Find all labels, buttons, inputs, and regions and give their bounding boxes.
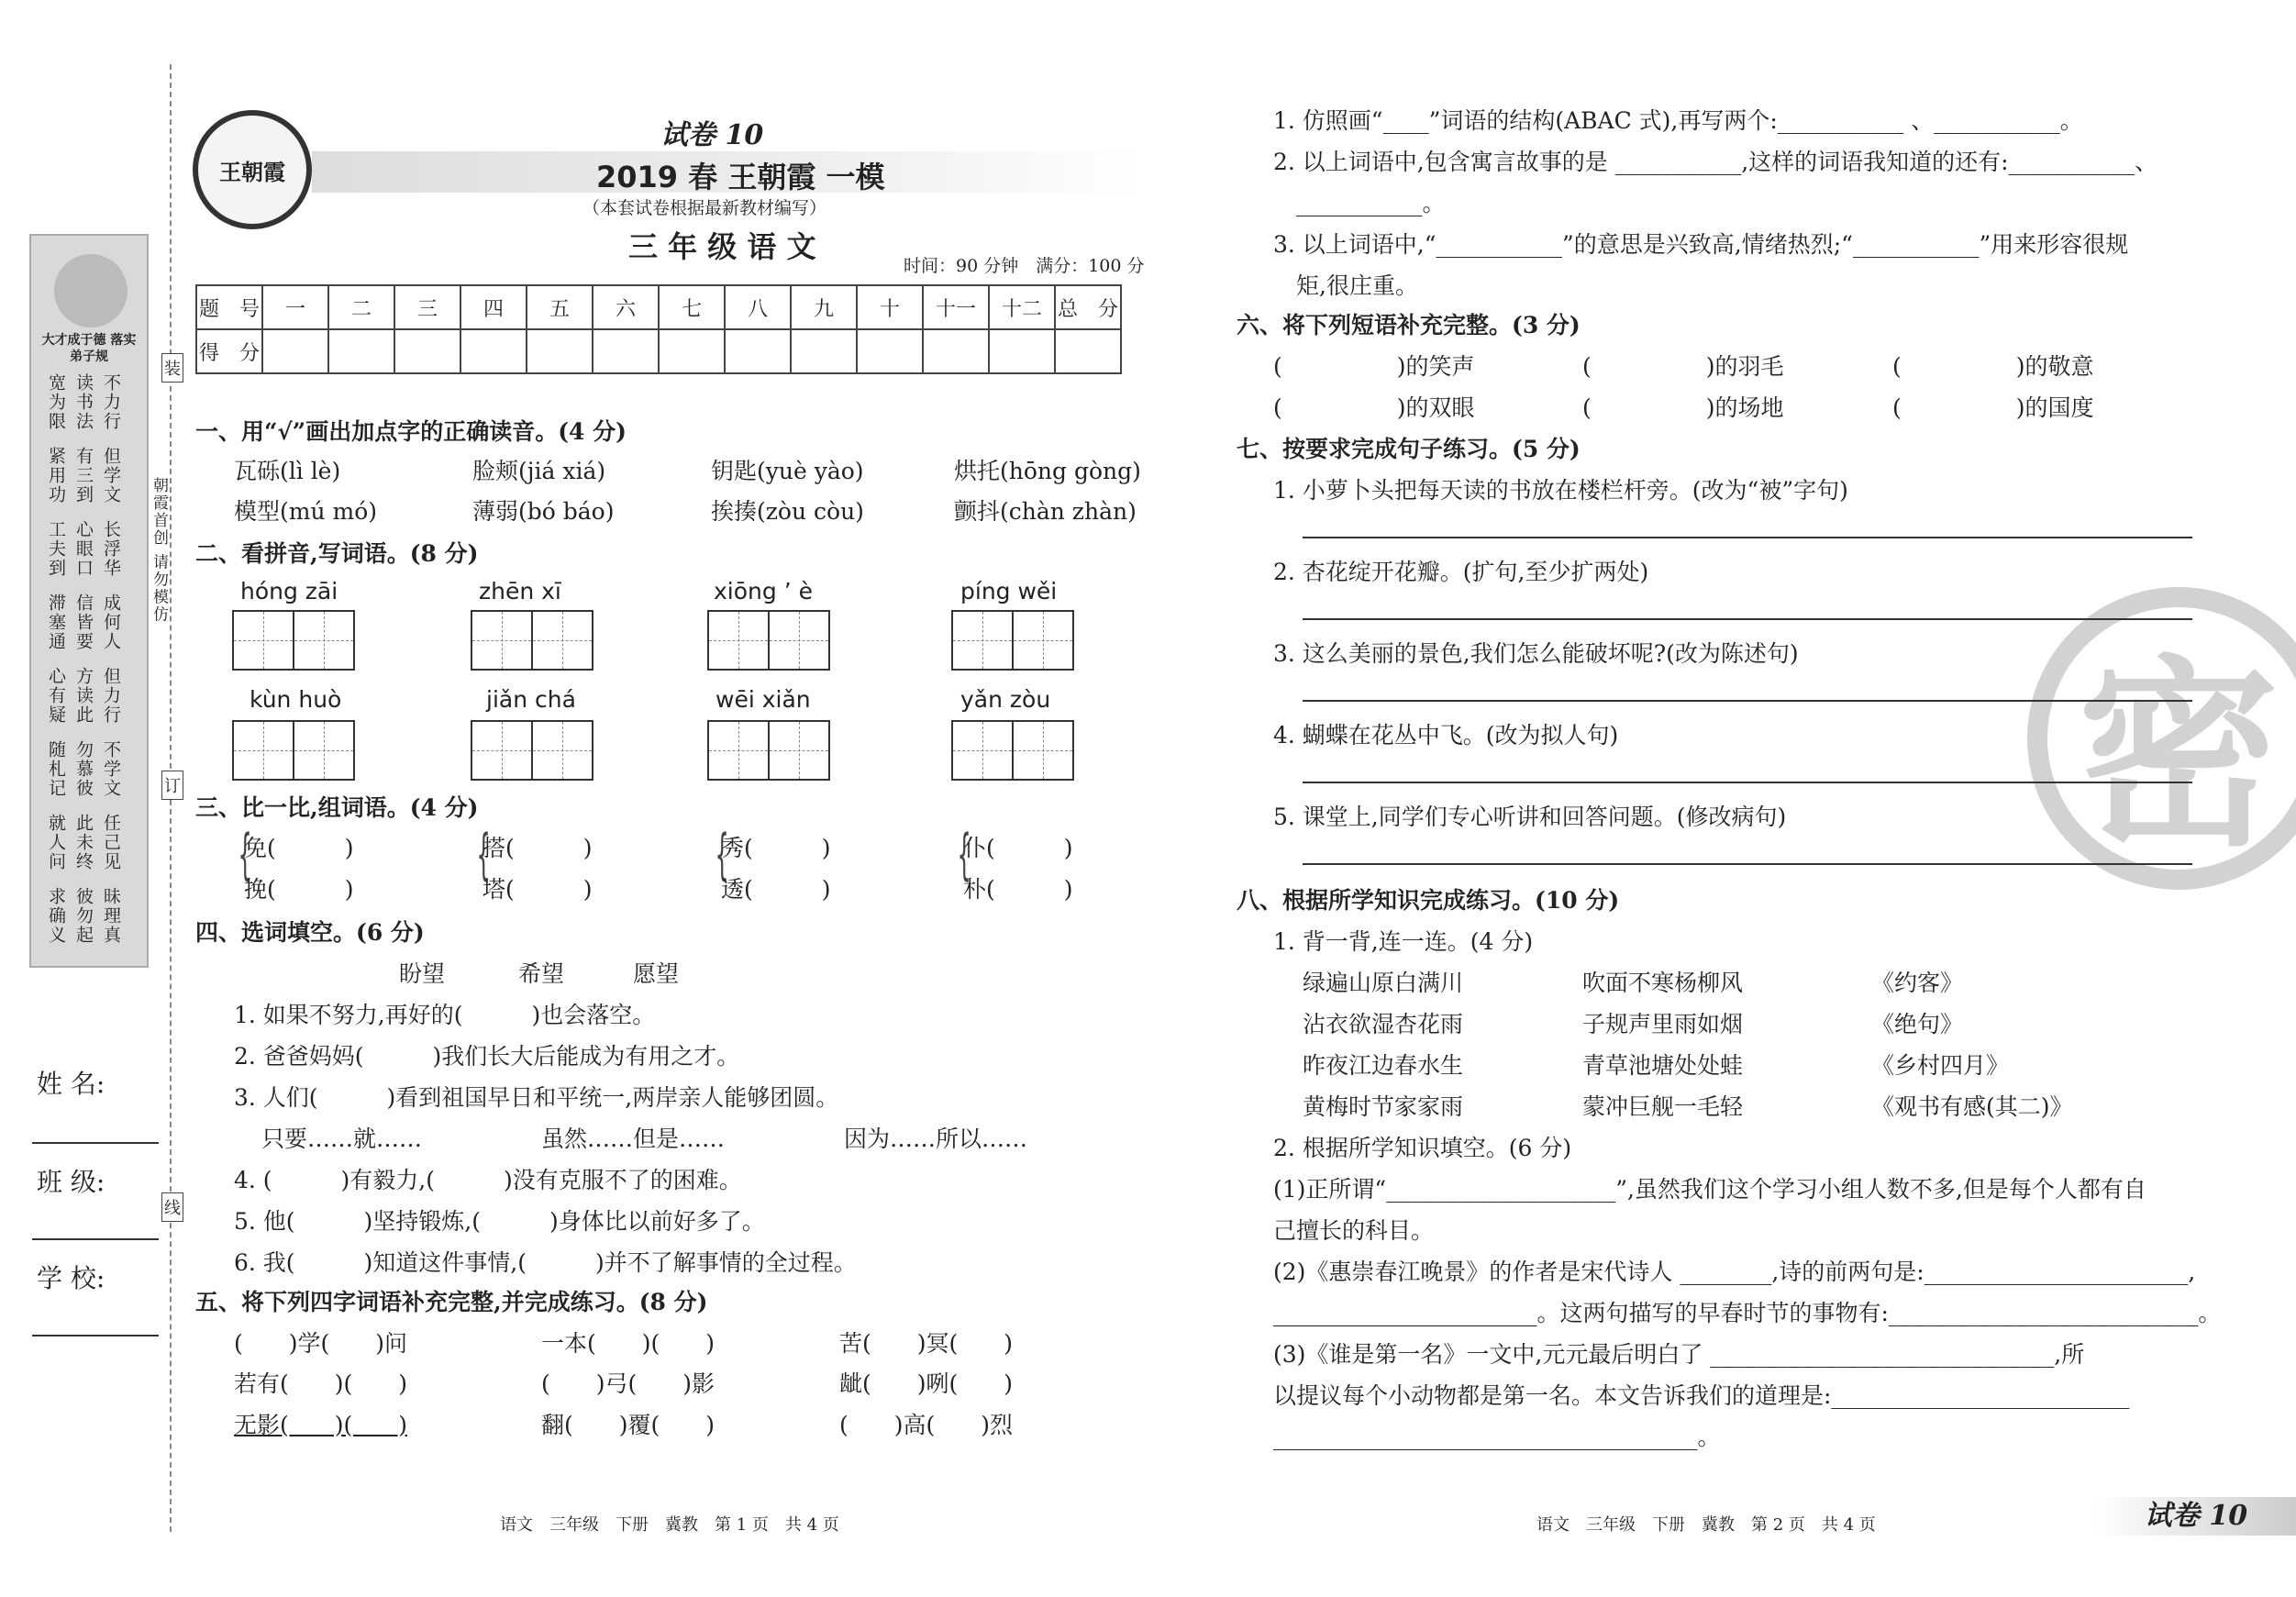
s4-question[interactable]: 5. 他( )坚持锻炼,( )身体比以前好多了。 xyxy=(234,1208,765,1235)
pinyin-prompt: xiōng ’ è xyxy=(714,578,813,604)
motto-column: 工夫到 xyxy=(46,520,66,578)
phrase-blank[interactable]: ( )的双眼 xyxy=(1273,394,1475,421)
page-footer-left: 语文 三年级 下册 冀教 第 1 页 共 4 页 xyxy=(500,1515,839,1535)
name-field[interactable] xyxy=(32,1142,159,1144)
brace-icon: { xyxy=(715,823,729,887)
score-cell[interactable] xyxy=(989,329,1055,373)
exam-subtitle: （本套试卷根据最新教材编写） xyxy=(582,198,827,218)
writing-grid[interactable] xyxy=(471,720,593,781)
section-7-title: 七、按要求完成句子练习。(5 分) xyxy=(1237,436,1581,462)
sentence-task: 5. 课堂上,同学们专心听讲和回答问题。(修改病句) xyxy=(1273,804,1787,830)
idiom-blank[interactable]: 苦( )冥( ) xyxy=(839,1330,1014,1357)
poem-line[interactable]: 蒙冲巨舰一毛轻 xyxy=(1582,1093,1744,1120)
writing-grid[interactable] xyxy=(951,610,1074,671)
binding-mark-3: 线 xyxy=(161,1192,183,1222)
s4-question[interactable]: 6. 我( )知道这件事情,( )并不了解事情的全过程。 xyxy=(234,1249,857,1276)
s4-question[interactable]: 2. 爸爸妈妈( )我们长大后能成为有用之才。 xyxy=(234,1043,740,1070)
poem-title[interactable]: 《观书有感(其二)》 xyxy=(1871,1093,2073,1120)
word-choice: 盼望 xyxy=(399,960,446,987)
pinyin-prompt: wēi xiǎn xyxy=(715,686,811,713)
sidebar-motto-panel xyxy=(29,234,149,968)
s1-item[interactable]: 钥匙(yuè yào) xyxy=(711,458,864,484)
s1-item[interactable]: 模型(mú mó) xyxy=(234,498,378,525)
fill-blank[interactable]: (2)《惠崇春江晚景》的作者是宋代诗人 ________,诗的前两句是:_______________________, xyxy=(1273,1259,2196,1285)
fill-blank[interactable]: _______________________。这两句描写的早春时节的事物有:___________________________。 xyxy=(1273,1300,2222,1326)
poem-line[interactable]: 昨夜江边春水生 xyxy=(1303,1052,1464,1079)
fill-blank[interactable]: (1)正所谓“____________________”,虽然我们这个学习小组人数不多,但是每个人都有自 xyxy=(1273,1176,2146,1203)
writing-grid[interactable] xyxy=(707,720,830,781)
answer-line[interactable] xyxy=(1303,700,2192,702)
writing-grid[interactable] xyxy=(232,720,355,781)
idiom-blank[interactable]: 翻( )覆( ) xyxy=(541,1412,715,1438)
section-3-title: 三、比一比,组词语。(4 分) xyxy=(195,794,479,821)
section-2-title: 二、看拼音,写词语。(8 分) xyxy=(195,540,479,567)
idiom-blank[interactable]: 若有( )( ) xyxy=(234,1370,408,1397)
score-cell[interactable] xyxy=(1055,329,1121,373)
phrase-blank[interactable]: ( )的场地 xyxy=(1582,394,1784,421)
fill-blank[interactable]: 己擅长的科目。 xyxy=(1273,1217,1435,1244)
brace-icon: { xyxy=(476,823,491,887)
s4-question[interactable]: 4. ( )有毅力,( )没有克服不了的困难。 xyxy=(234,1167,742,1193)
poem-line[interactable]: 吹面不寒杨柳风 xyxy=(1582,970,1744,996)
score-cell[interactable] xyxy=(593,329,659,373)
answer-line[interactable] xyxy=(1303,782,2192,783)
word-choice: 只要……就…… xyxy=(261,1126,423,1152)
score-col-header: 七 xyxy=(659,285,725,329)
s3-word[interactable]: 挽( ) xyxy=(244,876,354,903)
motto-column: 滞塞通 xyxy=(46,593,66,651)
motto-column: 但力行 xyxy=(101,667,121,725)
score-col-header: 一 xyxy=(262,285,328,329)
s1-item[interactable]: 烘托(hōng gòng) xyxy=(954,458,1141,484)
writing-grid[interactable] xyxy=(951,720,1074,781)
brand-logo-text: 王朝霞 xyxy=(219,158,285,185)
s1-item[interactable]: 薄弱(bó báo) xyxy=(472,498,615,525)
sentence-task: 4. 蝴蝶在花丛中飞。(改为拟人句) xyxy=(1273,722,1619,749)
poem-title[interactable]: 《绝句》 xyxy=(1871,1011,1964,1037)
school-label: 学 校: xyxy=(37,1263,105,1293)
word-choice: 虽然……但是…… xyxy=(541,1126,726,1152)
motto-column: 求确义 xyxy=(46,887,66,945)
section-5-title: 五、将下列四字词语补充完整,并完成练习。(8 分) xyxy=(195,1289,708,1315)
score-col-header: 四 xyxy=(460,285,527,329)
poem-line[interactable]: 绿遍山原白满川 xyxy=(1303,970,1464,996)
idiom-blank[interactable]: ( )高( )烈 xyxy=(839,1412,1014,1438)
score-header-label: 题 号 xyxy=(196,285,262,329)
motto-column: 不学文 xyxy=(101,740,121,798)
motto-column: 心眼口 xyxy=(73,520,94,578)
copyright-note: 朝霞首创 请勿模仿 xyxy=(150,477,168,624)
phrase-blank[interactable]: ( )的羽毛 xyxy=(1582,353,1784,380)
s3-word[interactable]: 秀( ) xyxy=(721,835,831,861)
poem-title[interactable]: 《约客》 xyxy=(1871,970,1964,996)
score-col-header: 总 分 xyxy=(1055,285,1121,329)
motto-column: 信皆要 xyxy=(73,593,94,651)
fill-blank[interactable]: _____________________________________。 xyxy=(1273,1424,1721,1450)
s5-exercise[interactable]: ___________。 xyxy=(1296,190,1446,216)
score-cell[interactable] xyxy=(262,329,328,373)
sidebar-motto: 大才成于德 落实弟子规 xyxy=(41,333,137,364)
word-choice: 因为……所以…… xyxy=(844,1126,1028,1152)
score-cell[interactable] xyxy=(394,329,460,373)
s1-item[interactable]: 瓦砾(lì lè) xyxy=(234,458,341,484)
sentence-task: 3. 这么美丽的景色,我们怎么能破坏呢?(改为陈述句) xyxy=(1273,640,1799,667)
brand-logo xyxy=(193,110,312,229)
brace-icon: { xyxy=(957,823,971,887)
pinyin-prompt: zhēn xī xyxy=(479,578,561,604)
score-col-header: 二 xyxy=(328,285,394,329)
s3-word[interactable]: 搭( ) xyxy=(482,835,593,861)
scholar-figure-icon xyxy=(54,254,128,327)
s3-word[interactable]: 免( ) xyxy=(244,835,354,861)
phrase-blank[interactable]: ( )的国度 xyxy=(1892,394,2094,421)
motto-column: 昧理真 xyxy=(101,887,121,945)
score-cell[interactable] xyxy=(460,329,527,373)
phrase-blank[interactable]: ( )的笑声 xyxy=(1273,353,1475,380)
exam-badge: 试卷 10 xyxy=(660,119,764,151)
score-col-header: 三 xyxy=(394,285,460,329)
section-4-title: 四、选词填空。(6 分) xyxy=(195,919,425,946)
score-cell[interactable] xyxy=(857,329,923,373)
word-choice: 愿望 xyxy=(633,960,680,987)
s5-exercise[interactable]: 2. 以上词语中,包含寓言故事的是 ___________,这样的词语我知道的还有:___________、 xyxy=(1273,149,2158,175)
idiom-blank[interactable]: 无影( )( ) xyxy=(234,1412,408,1438)
binding-mark-1: 装 xyxy=(161,353,183,383)
score-row-label: 得 分 xyxy=(196,329,262,373)
section-1-title: 一、用“√”画出加点字的正确读音。(4 分) xyxy=(195,418,627,445)
s3-word[interactable]: 塔( ) xyxy=(482,876,593,903)
class-label: 班 级: xyxy=(37,1167,105,1197)
score-col-header: 五 xyxy=(527,285,593,329)
poem-line[interactable]: 沾衣欲湿杏花雨 xyxy=(1303,1011,1464,1037)
s5-exercise[interactable]: 矩,很庄重。 xyxy=(1296,272,1418,299)
score-cell[interactable] xyxy=(923,329,989,373)
corner-badge: 试卷 10 xyxy=(2096,1497,2296,1536)
s4-question[interactable]: 3. 人们( )看到祖国早日和平统一,两岸亲人能够团圆。 xyxy=(234,1084,839,1111)
brace-icon: { xyxy=(238,823,252,887)
motto-column: 勿慕彼 xyxy=(73,740,94,798)
motto-column: 随札记 xyxy=(46,740,66,798)
score-cell[interactable] xyxy=(791,329,857,373)
binding-mark-2: 订 xyxy=(161,771,183,800)
score-col-header: 十二 xyxy=(989,285,1055,329)
pinyin-prompt: píng wěi xyxy=(960,578,1058,604)
time-info: 时间：90 分钟 满分：100 分 xyxy=(904,256,1145,276)
idiom-blank[interactable]: ( )学( )问 xyxy=(234,1330,408,1357)
answer-line[interactable] xyxy=(1303,537,2192,538)
answer-line[interactable] xyxy=(1303,618,2192,620)
s5-exercise[interactable]: 1. 仿照画“____”词语的结构(ABAC 式),再写两个:___________ 、___________。 xyxy=(1273,107,2083,134)
score-col-header: 八 xyxy=(725,285,791,329)
s8-subtitle: 1. 背一背,连一连。(4 分) xyxy=(1273,928,1534,955)
phrase-blank[interactable]: ( )的敬意 xyxy=(1892,353,2094,380)
seal-watermark: 密 xyxy=(2027,587,2296,890)
s4-question[interactable]: 1. 如果不努力,再好的( )也会落空。 xyxy=(234,1002,656,1028)
score-cell[interactable] xyxy=(659,329,725,373)
score-col-header: 十 xyxy=(857,285,923,329)
s3-word[interactable]: 朴( ) xyxy=(963,876,1073,903)
motto-column: 不力行 xyxy=(101,373,121,431)
name-label: 姓 名: xyxy=(37,1069,105,1099)
s1-item[interactable]: 颤抖(chàn zhàn) xyxy=(954,498,1137,525)
sentence-task: 1. 小萝卜头把每天读的书放在楼栏杆旁。(改为“被”字句) xyxy=(1273,477,1848,504)
score-col-header: 十一 xyxy=(923,285,989,329)
writing-grid[interactable] xyxy=(471,610,593,671)
motto-column: 有三到 xyxy=(73,447,94,505)
answer-line[interactable] xyxy=(1303,863,2192,865)
school-field[interactable] xyxy=(32,1335,159,1336)
idiom-blank[interactable]: 一本( )( ) xyxy=(541,1330,715,1357)
motto-column: 长浮华 xyxy=(101,520,121,578)
writing-grid[interactable] xyxy=(232,610,355,671)
s3-word[interactable]: 仆( ) xyxy=(963,835,1073,861)
section-6-title: 六、将下列短语补充完整。(3 分) xyxy=(1237,312,1581,338)
pinyin-prompt: kùn huò xyxy=(250,686,342,713)
class-field[interactable] xyxy=(32,1238,159,1240)
fill-blank[interactable]: (3)《谁是第一名》一文中,元元最后明白了 ______________________________,所 xyxy=(1273,1341,2085,1368)
sentence-task: 2. 杏花绽开花瓣。(扩句,至少扩两处) xyxy=(1273,559,1649,585)
idiom-blank[interactable]: 龇( )咧( ) xyxy=(839,1370,1014,1397)
poem-line[interactable]: 子规声里雨如烟 xyxy=(1582,1011,1744,1037)
word-choice: 希望 xyxy=(518,960,565,987)
score-table xyxy=(195,284,1122,374)
score-cell[interactable] xyxy=(527,329,593,373)
s1-item[interactable]: 挨揍(zòu còu) xyxy=(711,498,864,525)
exam-title: 2019 春 王朝霞 一模 xyxy=(596,160,885,194)
motto-column: 读书法 xyxy=(73,373,94,431)
motto-column: 方读此 xyxy=(73,667,94,725)
motto-column: 但学文 xyxy=(101,447,121,505)
pinyin-prompt: jiǎn chá xyxy=(486,686,576,713)
motto-column: 心有疑 xyxy=(46,667,66,725)
motto-column: 彼勿起 xyxy=(73,887,94,945)
score-col-header: 九 xyxy=(791,285,857,329)
page-footer-right: 语文 三年级 下册 冀教 第 2 页 共 4 页 xyxy=(1536,1515,1876,1535)
subject-title: 三 年 级 语 文 xyxy=(628,229,816,264)
motto-column: 宽为限 xyxy=(46,373,66,431)
pinyin-prompt: yǎn zòu xyxy=(960,686,1051,713)
s8-subtitle: 2. 根据所学知识填空。(6 分) xyxy=(1273,1135,1572,1161)
section-8-title: 八、根据所学知识完成练习。(10 分) xyxy=(1237,887,1620,914)
poem-line[interactable]: 黄梅时节家家雨 xyxy=(1303,1093,1464,1120)
motto-column: 任己见 xyxy=(101,814,121,871)
motto-column: 此未终 xyxy=(73,814,94,871)
idiom-blank[interactable]: ( )弓( )影 xyxy=(541,1370,715,1397)
pinyin-prompt: hóng zāi xyxy=(240,578,338,604)
poem-line[interactable]: 青草池塘处处蛙 xyxy=(1582,1052,1744,1079)
motto-column: 就人问 xyxy=(46,814,66,871)
fill-blank[interactable]: 以提议每个小动物都是第一名。本文告诉我们的道理是:__________________________ xyxy=(1273,1382,2130,1409)
s1-item[interactable]: 脸颊(jiá xiá) xyxy=(472,458,606,484)
score-cell[interactable] xyxy=(725,329,791,373)
score-cell[interactable] xyxy=(328,329,394,373)
poem-title[interactable]: 《乡村四月》 xyxy=(1871,1052,2010,1079)
s5-exercise[interactable]: 3. 以上词语中,“___________”的意思是兴致高,情绪热烈;“___________”用来形容很规 xyxy=(1273,231,2129,258)
motto-column: 紧用功 xyxy=(46,447,66,505)
writing-grid[interactable] xyxy=(707,610,830,671)
s3-word[interactable]: 透( ) xyxy=(721,876,831,903)
motto-column: 成何人 xyxy=(101,593,121,651)
score-col-header: 六 xyxy=(593,285,659,329)
